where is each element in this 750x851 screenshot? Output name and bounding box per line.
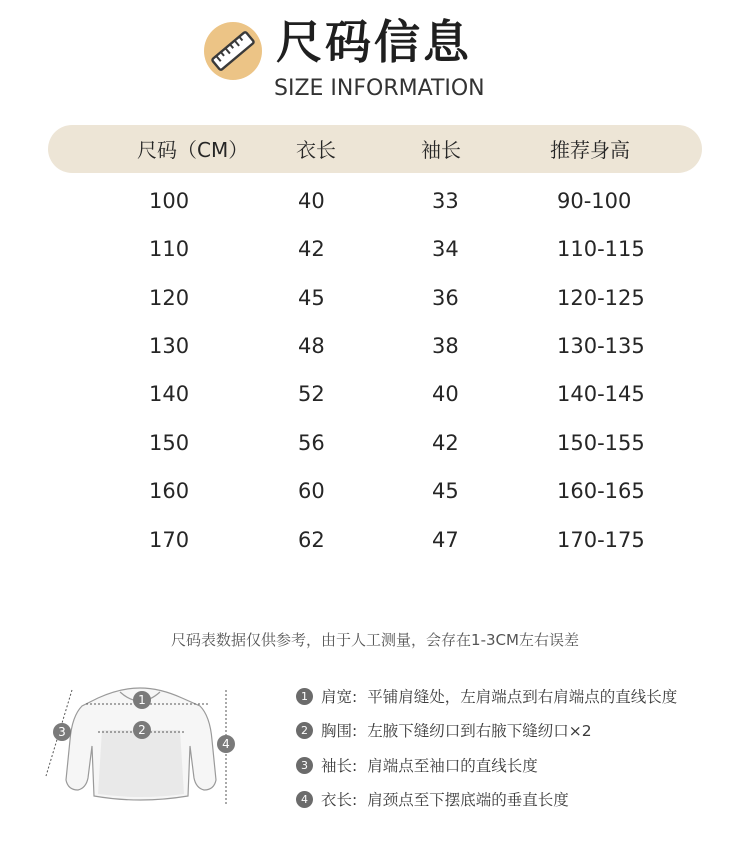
sleeve-cell: 33 — [432, 189, 459, 213]
legend-desc: 平铺肩缝处，左肩端点到右肩端点的直线长度 — [367, 688, 678, 706]
length-cell: 56 — [298, 431, 325, 455]
marker-1-label: 1 — [138, 693, 146, 707]
sleeve-cell: 34 — [432, 237, 459, 261]
column-header-size: 尺码（CM） — [137, 138, 249, 162]
size-cell: 120 — [149, 286, 190, 310]
length-cell: 52 — [298, 382, 325, 406]
marker-4-label: 4 — [222, 737, 230, 751]
length-cell: 42 — [298, 237, 325, 261]
length-cell: 48 — [298, 334, 325, 358]
legend-item-sleeve — [296, 755, 538, 777]
sleeve-cell: 38 — [432, 334, 459, 358]
page-title: 尺码信息 — [276, 15, 472, 69]
size-cell: 160 — [149, 479, 190, 503]
column-header-length: 衣长 — [296, 138, 336, 162]
legend-item-length — [296, 789, 569, 811]
legend-number: 3 — [296, 757, 313, 774]
sleeve-cell: 42 — [432, 431, 459, 455]
size-cell: 130 — [149, 334, 190, 358]
ruler-icon — [204, 22, 262, 80]
marker-2 — [133, 721, 151, 739]
column-header-height: 推荐身高 — [550, 138, 630, 162]
page-subtitle: SIZE INFORMATION — [274, 76, 485, 101]
legend-number: 2 — [296, 722, 313, 739]
legend-desc: 肩颈点至下摆底端的垂直长度 — [367, 791, 569, 809]
height-cell: 90-100 — [557, 189, 632, 213]
legend-desc: 肩端点至袖口的直线长度 — [367, 757, 538, 775]
legend-term: 肩宽: — [321, 688, 358, 706]
length-cell: 45 — [298, 286, 325, 310]
measurement-note: 尺码表数据仅供参考，由于人工测量，会存在1-3CM左右误差 — [171, 631, 579, 649]
height-cell: 150-155 — [557, 431, 645, 455]
legend-number: 1 — [296, 688, 313, 705]
size-cell: 140 — [149, 382, 190, 406]
size-cell: 110 — [149, 237, 190, 261]
length-cell: 40 — [298, 189, 325, 213]
height-cell: 140-145 — [557, 382, 645, 406]
marker-1 — [133, 691, 151, 709]
length-cell: 62 — [298, 528, 325, 552]
sleeve-cell: 47 — [432, 528, 459, 552]
marker-3 — [53, 723, 71, 741]
size-cell: 100 — [149, 189, 190, 213]
length-cell: 60 — [298, 479, 325, 503]
height-cell: 170-175 — [557, 528, 645, 552]
legend-term: 衣长: — [321, 791, 358, 809]
legend-term: 胸围: — [321, 722, 358, 740]
legend-item-shoulder — [296, 686, 677, 708]
height-cell: 110-115 — [557, 237, 645, 261]
marker-4 — [217, 735, 235, 753]
marker-2-label: 2 — [138, 723, 146, 737]
sweater-diagram — [40, 680, 250, 810]
sleeve-cell: 40 — [432, 382, 459, 406]
legend-term: 袖长: — [321, 757, 358, 775]
height-cell: 120-125 — [557, 286, 645, 310]
column-header-sleeve: 袖长 — [421, 138, 461, 162]
legend-item-chest — [296, 720, 592, 742]
height-cell: 160-165 — [557, 479, 645, 503]
sleeve-cell: 45 — [432, 479, 459, 503]
height-cell: 130-135 — [557, 334, 645, 358]
size-cell: 150 — [149, 431, 190, 455]
size-cell: 170 — [149, 528, 190, 552]
legend-number: 4 — [296, 791, 313, 808]
legend-desc: 左腋下缝纫口到右腋下缝纫口×2 — [367, 722, 592, 740]
sleeve-cell: 36 — [432, 286, 459, 310]
marker-3-label: 3 — [58, 725, 66, 739]
